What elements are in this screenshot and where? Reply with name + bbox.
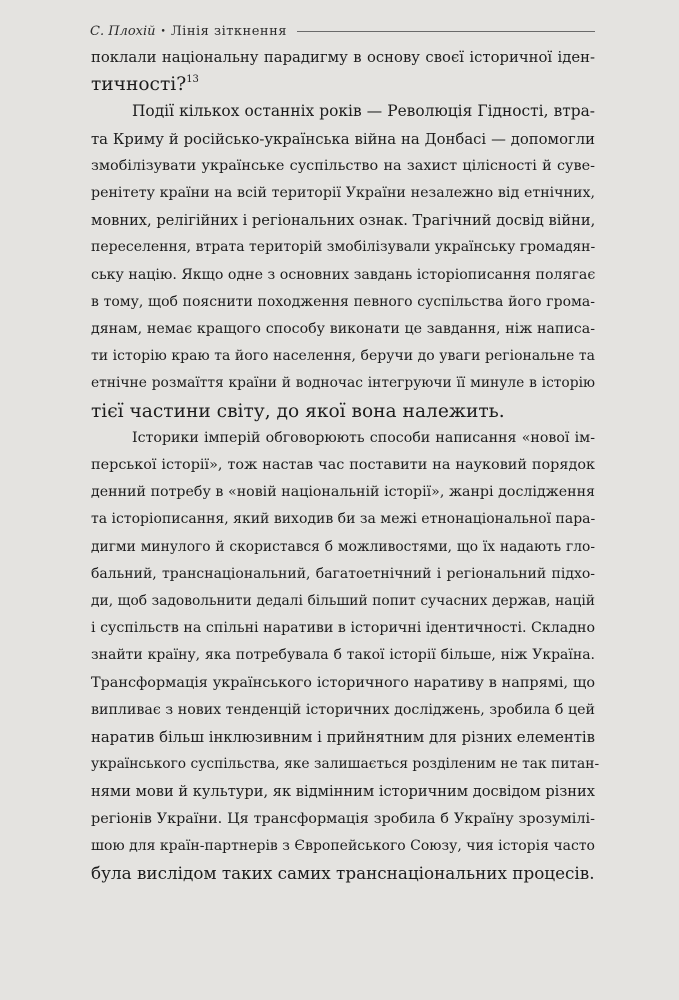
text-line: бальний, транснаціональний, багатоетнічний і регіональний підхо- bbox=[91, 565, 595, 582]
text-line: була вислідом таких самих транснаціональних процесів. bbox=[91, 863, 595, 884]
text-line: українського суспільства, яке залишається розділеним не так питан- bbox=[91, 756, 600, 773]
header-section-title: Лінія зіткнення bbox=[170, 24, 287, 39]
text-line: тичності?$^{13}$ bbox=[91, 74, 199, 96]
text-line: дянам, немає кращого способу виконати це завдання, ніж написа- bbox=[91, 321, 595, 338]
text-line: мовних, релігійних і регіональних ознак. Трагічний досвід війни, bbox=[91, 212, 596, 230]
text-line: переселення, втрата територій змобілізували українську громадян- bbox=[91, 239, 596, 256]
text-line: нями мови й культури, як відмінним історичним досвідом різних bbox=[91, 783, 595, 801]
text-line: денний потребу в «новій національній історії», жанрі дослідження bbox=[91, 484, 595, 501]
text-line: поклали національну парадигму в основу своєї історичної іден- bbox=[91, 49, 595, 66]
text-line: в тому, щоб пояснити походження певного суспільства його грома- bbox=[91, 293, 595, 310]
text-line: випливає з нових тенденцій історичних досліджень, зробила б цей bbox=[91, 701, 595, 718]
body-text bbox=[91, 44, 600, 887]
text-line: знайти країну, яка потребувала б такої історії більше, ніж Україна. bbox=[91, 647, 595, 664]
text-line: шою для країн-партнерів з Європейського Союзу, чия історія часто bbox=[91, 837, 595, 854]
text-line: ренітету країни на всій території України незалежно від етнічних, bbox=[91, 185, 595, 202]
text-line: Історики імперій обговорюють способи написання «нової ім- bbox=[132, 429, 595, 446]
text-line: ди, щоб задовольнити дедалі більший попит сучасних держав, націй bbox=[91, 593, 595, 610]
text-line: етнічне розмаїття країни й водночас інтегруючи її минуле в історію bbox=[91, 375, 595, 392]
footnote-ref: 13 bbox=[186, 74, 199, 86]
text-line: ську націю. Якщо одне з основних завдань історіописання полягає bbox=[91, 266, 596, 283]
text-line: Трансформація українського історичного наративу в напрямі, що bbox=[91, 674, 595, 691]
text-line: та історіописання, який виходив би за межі етнонаціональної пара- bbox=[91, 511, 596, 528]
text-line: та Криму й російсько-українська війна на Донбасі — допомогли bbox=[91, 130, 595, 148]
header-author: С. Плохій bbox=[90, 24, 156, 39]
text-line: перської історії», тож настав час поставити на науковий порядок bbox=[91, 457, 595, 474]
running-head bbox=[90, 24, 595, 39]
text-line: наратив більш інклюзивним і прийнятним для різних елементів bbox=[91, 729, 595, 747]
text-line: ти історію краю та його населення, беручи до уваги регіональне та bbox=[91, 348, 595, 365]
text-line: змобілізувати українське суспільство на захист цілісності й суве- bbox=[91, 157, 595, 174]
header-rule bbox=[297, 31, 595, 32]
text-line: і суспільств на спільні наративи в історичні ідентичності. Складно bbox=[91, 620, 595, 637]
text-line: дигми минулого й скористався б можливостями, що їх надають гло- bbox=[91, 538, 595, 555]
text-line: Події кількох останніх років — Революція Гідності, втра- bbox=[132, 102, 595, 121]
header-separator: • bbox=[160, 26, 166, 37]
text-line: регіонів України. Ця трансформація зробила б Україну зрозумілі- bbox=[91, 810, 595, 827]
text-line: тієї частини світу, до якої вона належить. bbox=[91, 400, 505, 422]
